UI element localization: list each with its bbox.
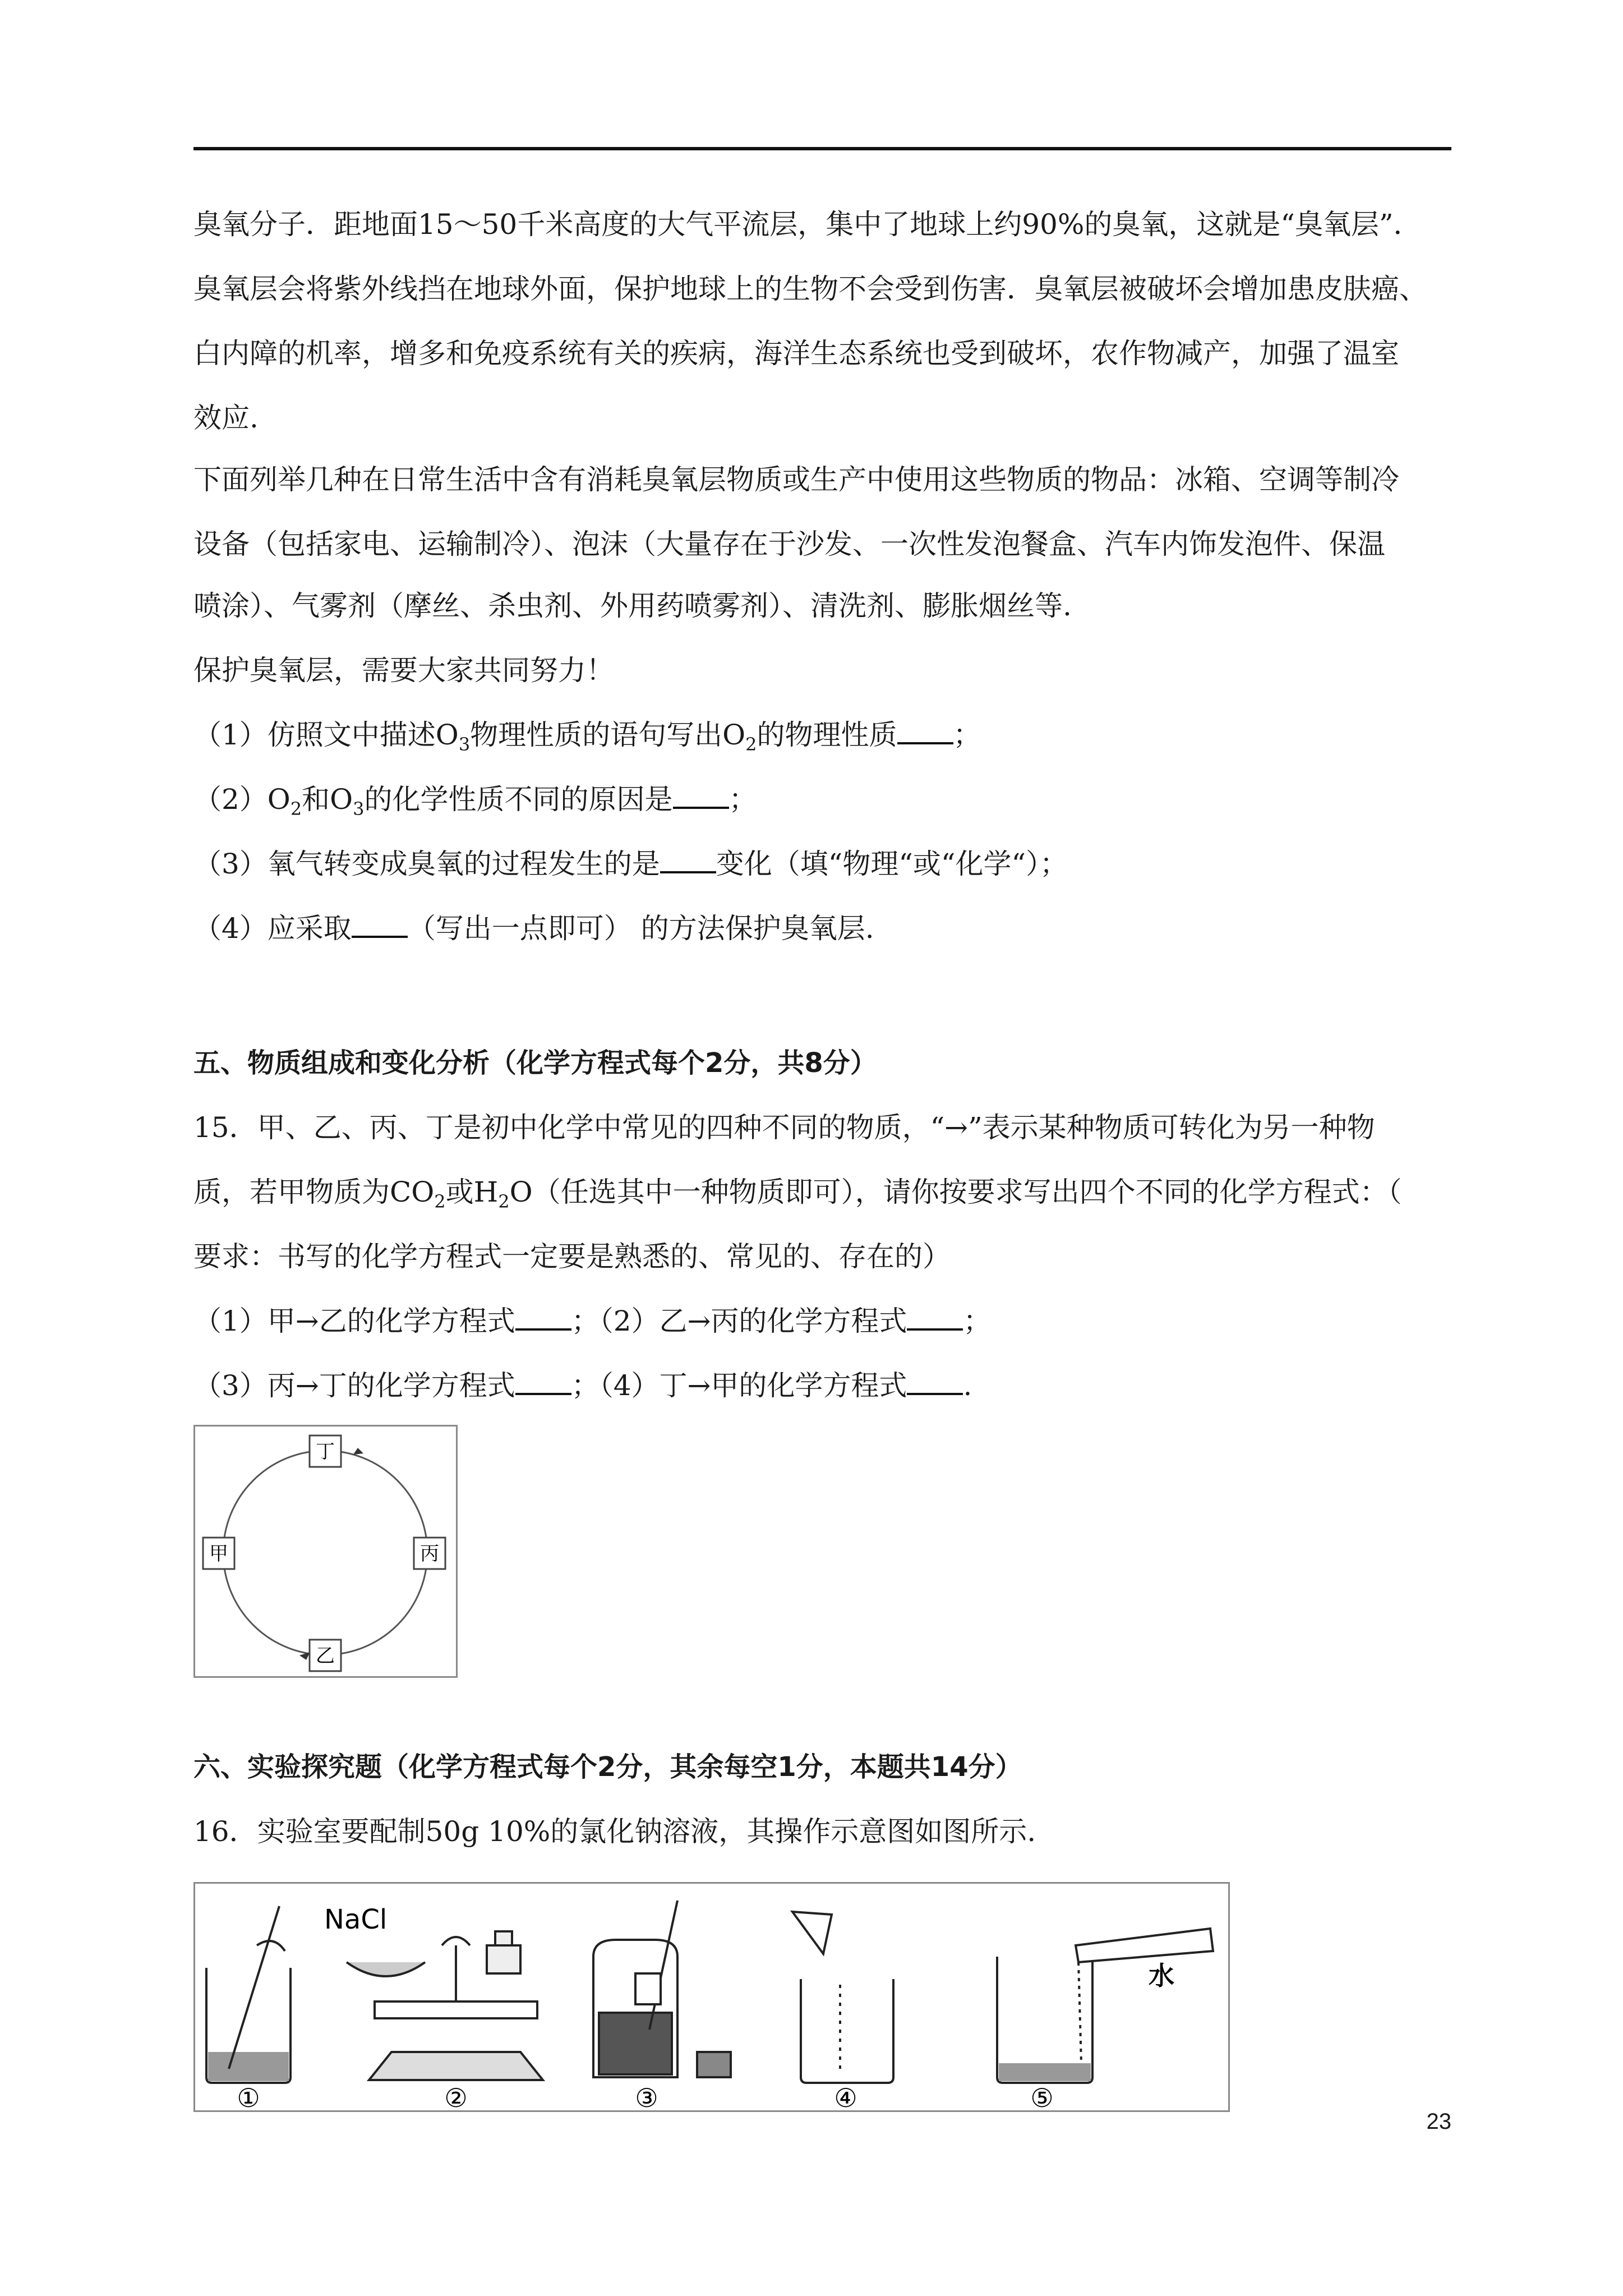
passage-line-7: 喷涂）、气雾剂（摩丝、杀虫剂、外用药喷雾剂）、清洗剂、膨胀烟丝等. (193, 590, 1072, 622)
answer-blank[interactable] (515, 1306, 571, 1331)
answer-blank[interactable] (907, 1370, 963, 1395)
apparatus-svg (195, 1884, 1228, 2110)
q15-line-2: 质，若甲物质为$CO_2$或$H_2O$（任选其中一种物质即可），请你按要求写出四个不同的化学方程式：（ (193, 1176, 1402, 1212)
answer-blank[interactable] (515, 1370, 571, 1395)
section-5-heading: 五、物质组成和变化分析（化学方程式每个2分，共8分） (193, 1047, 877, 1079)
nacl-label: NaCl (324, 1904, 388, 1935)
answer-blank[interactable] (352, 913, 408, 938)
reagent-jar-3 (593, 1901, 731, 2077)
balance-scale-2 (347, 1931, 543, 2080)
passage-line-1: 臭氧分子．距地面15～50千米高度的大气平流层，集中了地球上约90%的臭氧，这就是“臭氧层”． (193, 208, 1422, 241)
water-label: 水 (1149, 1961, 1174, 1991)
header-rule (193, 147, 1451, 150)
label-jia: 甲 (209, 1543, 228, 1565)
q14-item-2: $(2)O_2$和$O_3$的化学性质不同的原因是 ； (193, 783, 757, 820)
apparatus-figure (193, 1882, 1230, 2112)
passage-line-3: 白内障的机率，增多和免疫系统有关的疾病，海洋生态系统也受到破坏，农作物减产，加强了温室 (193, 337, 1399, 370)
step-5-label: ⑤ (1030, 2083, 1054, 2110)
cycle-diagram (193, 1425, 458, 1678)
label-yi: 乙 (316, 1645, 335, 1667)
beaker-with-cylinder-5 (997, 1929, 1213, 2083)
q16-text: 16．实验室要配制50g 10%的氯化钠溶液，其操作示意图如图所示. (193, 1815, 1036, 1848)
q15-subquestions-2: （3）丙→丁的化学方程式 ；（4）丁→甲的化学方程式 . (193, 1369, 972, 1402)
passage-line-8: 保护臭氧层，需要大家共同努力！ (193, 654, 614, 687)
section-6-heading: 六、实验探究题（化学方程式每个2分，其余每空1分，本题共14分） (193, 1751, 1022, 1783)
arrow-head (353, 1448, 363, 1455)
passage-line-6: 设备（包括家电、运输制冷）、泡沫（大量存在于沙发、一次性发泡餐盒、汽车内饰发泡件、保温 (193, 528, 1385, 560)
answer-blank[interactable] (673, 784, 729, 809)
q15-subquestions-1: （1）甲→乙的化学方程式 ；（2）乙→丙的化学方程式 ； (193, 1305, 992, 1337)
passage-line-5: 下面列举几种在日常生活中含有消耗臭氧层物质或生产中使用这些物质的物品：冰箱、空调等制冷 (193, 463, 1399, 496)
step-2-label: ② (444, 2083, 468, 2110)
cycle-diagram-svg (195, 1427, 456, 1676)
beaker-with-paper-4 (792, 1912, 893, 2083)
answer-blank[interactable] (897, 720, 953, 744)
passage-line-2: 臭氧层会将紫外线挡在地球外面，保护地球上的生物不会受到伤害．臭氧层被破坏会增加患皮肤癌、 (193, 273, 1427, 305)
label-bing: 丙 (420, 1543, 439, 1565)
label-ding: 丁 (316, 1441, 335, 1463)
page-number: 23 (1426, 2109, 1451, 2134)
passage-line-4: 效应. (193, 402, 259, 434)
step-3-label: ③ (635, 2083, 658, 2110)
step-4-label: ④ (834, 2083, 857, 2110)
beaker-with-rod-1 (206, 1906, 291, 2083)
q15-line-1: 15．甲、乙、丙、丁是初中化学中常见的四种不同的物质，“→”表示某种物质可转化为另一种物 (193, 1111, 1375, 1144)
q14-item-4: （4）应采取 （写出一点即可） 的方法保护臭氧层. (193, 912, 874, 945)
q14-item-3: （3）氧气转变成臭氧的过程发生的是 变化（填“物理“或“化学“）； (193, 848, 1068, 880)
q14-item-1: （1）仿照文中描述$O_3$物理性质的语句写出$O_2$的物理性质 ； (193, 719, 981, 755)
q15-line-3: 要求：书写的化学方程式一定要是熟悉的、常见的、存在的） (193, 1240, 951, 1273)
answer-blank[interactable] (907, 1306, 963, 1331)
answer-blank[interactable] (660, 849, 716, 873)
step-1-label: ① (237, 2083, 260, 2110)
